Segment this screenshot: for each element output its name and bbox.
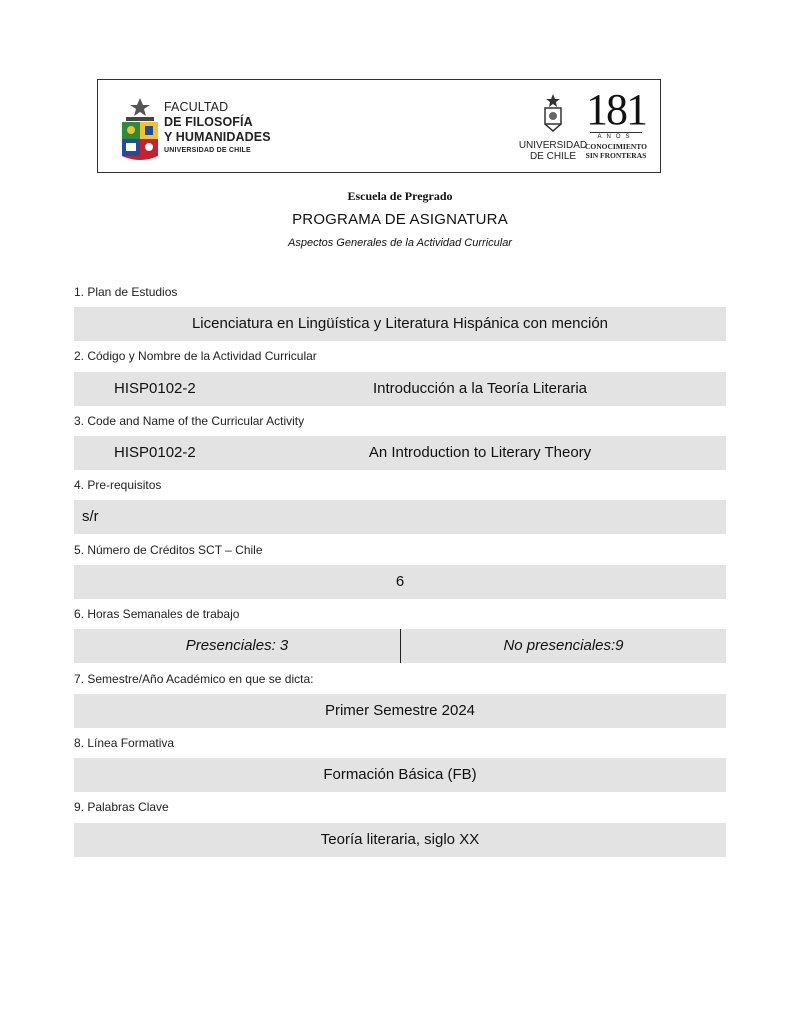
codigo-field [74,372,726,406]
university-name [518,140,588,162]
horas-presenciales: Presenciales: 3 [185,637,289,654]
semestre-label: 7. Semestre/Año Académico en que se dicta: [74,672,314,686]
plan-label: 1. Plan de Estudios [74,285,178,299]
code-en-label: 3. Code and Name of the Curricular Activity [74,414,305,428]
palabras-label: 9. Palabras Clave [74,800,169,814]
header-banner [97,79,661,173]
faculty-line2: DE FILOSOFÍA [164,115,253,129]
horas-field [74,629,726,663]
semestre-value: Primer Semestre 2024 [324,702,476,719]
university-line2: DE CHILE [529,151,577,162]
code-en-field [74,436,726,470]
faculty-name [164,100,271,156]
horas-no-presenciales: No presenciales:9 [503,637,624,654]
code-en-name: An Introduction to Literary Theory [368,444,592,461]
page-title: PROGRAMA DE ASIGNATURA [292,211,508,228]
page-subtitle: Aspectos Generales de la Actividad Curricular [288,237,512,249]
school-name: Escuela de Pregrado [347,189,453,203]
plan-value: Licenciatura en Lingüística y Literatura Hispánica con mención [191,315,609,332]
code-en-code: HISP0102-2 [114,444,196,461]
faculty-line4: UNIVERSIDAD DE CHILE [164,147,251,154]
anniversary-number: 181 [586,85,646,134]
plan-field [74,307,726,341]
codigo-name: Introducción a la Teoría Literaria [372,380,587,397]
faculty-crest-icon [120,96,160,162]
faculty-line3: Y HUMANIDADES [164,130,271,144]
prereq-value: s/r [82,508,99,525]
prereq-label: 4. Pre-requisitos [74,478,162,492]
university-line1: UNIVERSIDAD [518,140,588,151]
codigo-label: 2. Código y Nombre de la Actividad Curricular [74,349,317,363]
semestre-field [74,694,726,728]
horas-label: 6. Horas Semanales de trabajo [74,607,240,621]
codigo-code: HISP0102-2 [114,380,196,397]
anniversary-line2: SIN FRONTERAS [585,151,647,160]
creditos-label: 5. Número de Créditos SCT – Chile [74,543,263,557]
faculty-line1: FACULTAD [164,100,229,114]
anniversary-line1: CONOCIMIENTO [585,142,647,151]
anniversary-tagline [584,142,648,160]
palabras-field [74,823,726,857]
creditos-field [74,565,726,599]
university-seal-icon [542,94,564,132]
linea-label: 8. Línea Formativa [74,736,175,750]
anniversary-years: AÑOS [590,132,642,140]
linea-value: Formación Básica (FB) [323,766,477,783]
creditos-value: 6 [395,573,405,590]
linea-field [74,758,726,792]
palabras-value: Teoría literaria, siglo XX [320,831,480,848]
prereq-field [74,500,726,534]
